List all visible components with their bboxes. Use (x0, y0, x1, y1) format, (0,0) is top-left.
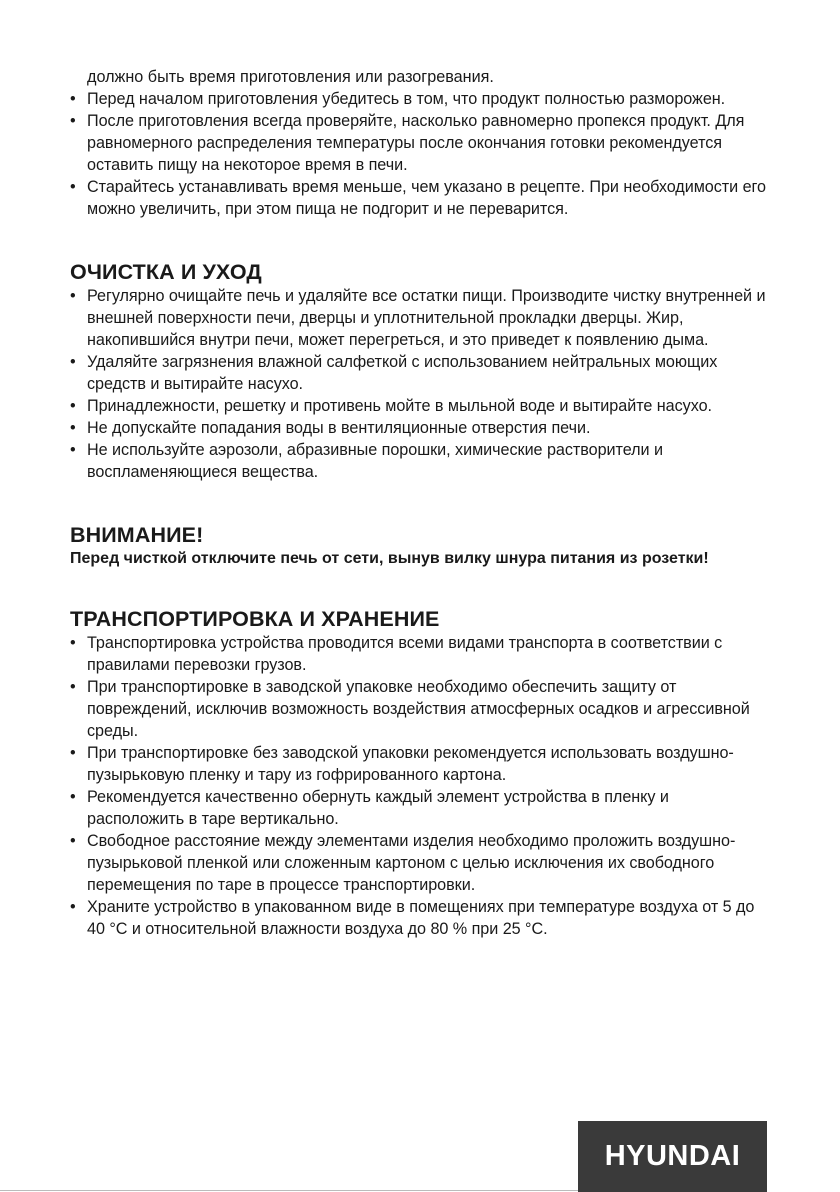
warning-title: ВНИМАНИЕ! (70, 523, 204, 547)
bullet-icon: • (70, 634, 76, 652)
bullet-icon: • (70, 832, 76, 850)
list-item: • Старайтесь устанавливать время меньше, чем указано в рецепте. При необходимости его можно увеличить, при этом пища не подгорит и не переварится. (70, 178, 766, 218)
cleaning-title: ОЧИСТКА И УХОД (70, 260, 262, 284)
list-item: • Свободное расстояние между элементами изделия необходимо проложить воздушно-пузырьковой пленкой или сложенным картоном с целью исключения их свободного перемещения по таре в процессе транспортировки. (70, 832, 736, 894)
list-item: • Регулярно очищайте печь и удаляйте все остатки пищи. Производите чистку внутренней и внешней поверхности печи, дверцы и уплотнительной прокладки дверцы. Жир, накопившийся внутри печи, может перегреться, и это приведет к появлению дыма. (70, 287, 766, 349)
page-content (70, 66, 770, 940)
list-item: • Храните устройство в упакованном виде в помещениях при температуре воздуха от 5 до 40 °С и относительной влажности воздуха до 80 % при 25 °С. (70, 898, 755, 938)
bullet-icon: • (70, 441, 76, 459)
list-item: • Перед началом приготовления убедитесь в том, что продукт полностью разморожен. (70, 90, 726, 108)
brand-logo-text: HYUNDAI (604, 1140, 741, 1172)
cleaning-list (70, 285, 770, 483)
warning-text: Перед чисткой отключите печь от сети, вынув вилку шнура питания из розетки! (70, 550, 709, 567)
bullet-icon: • (70, 178, 76, 196)
bullet-icon: • (70, 788, 76, 806)
bullet-icon: • (70, 898, 76, 916)
intro-list (70, 88, 770, 220)
list-item: • При транспортировке без заводской упаковки рекомендуется использовать воздушно-пузырьковую пленку и тару из гофрированного картона. (70, 744, 734, 784)
list-item: • Рекомендуется качественно обернуть каждый элемент устройства в пленку и расположить в таре вертикально. (70, 788, 669, 828)
transport-list (70, 632, 770, 940)
transport-title: ТРАНСПОРТИРОВКА И ХРАНЕНИЕ (70, 607, 440, 631)
bullet-icon: • (70, 287, 76, 305)
intro-continuation: должно быть время приготовления или разогревания. (87, 68, 494, 86)
bullet-icon: • (70, 678, 76, 696)
bullet-icon: • (70, 419, 76, 437)
list-item: • Транспортировка устройства проводится всеми видами транспорта в соответствии с правилами перевозки грузов. (70, 634, 723, 674)
bullet-icon: • (70, 112, 76, 130)
bullet-icon: • (70, 90, 76, 108)
list-item: • Удаляйте загрязнения влажной салфеткой с использованием нейтральных моющих средств и вытирайте насухо. (70, 353, 718, 393)
list-item: • Не используйте аэрозоли, абразивные порошки, химические растворители и воспламеняющиеся вещества. (70, 441, 663, 481)
list-item: • Принадлежности, решетку и противень мойте в мыльной воде и вытирайте насухо. (70, 397, 712, 415)
bullet-icon: • (70, 744, 76, 762)
bullet-icon: • (70, 353, 76, 371)
list-item: • После приготовления всегда проверяйте, насколько равномерно пропекся продукт. Для равномерного распределения температуры после окончания готовки рекомендуется оставить пищу на некоторое время в печи. (70, 112, 745, 174)
brand-logo (578, 1121, 767, 1192)
list-item: • При транспортировке в заводской упаковке необходимо обеспечить защиту от повреждений, исключив возможность воздействия атмосферных осадков и агрессивной среды. (70, 678, 750, 740)
bullet-icon: • (70, 397, 76, 415)
footer-divider (0, 1190, 578, 1191)
list-item: • Не допускайте попадания воды в вентиляционные отверстия печи. (70, 419, 591, 437)
